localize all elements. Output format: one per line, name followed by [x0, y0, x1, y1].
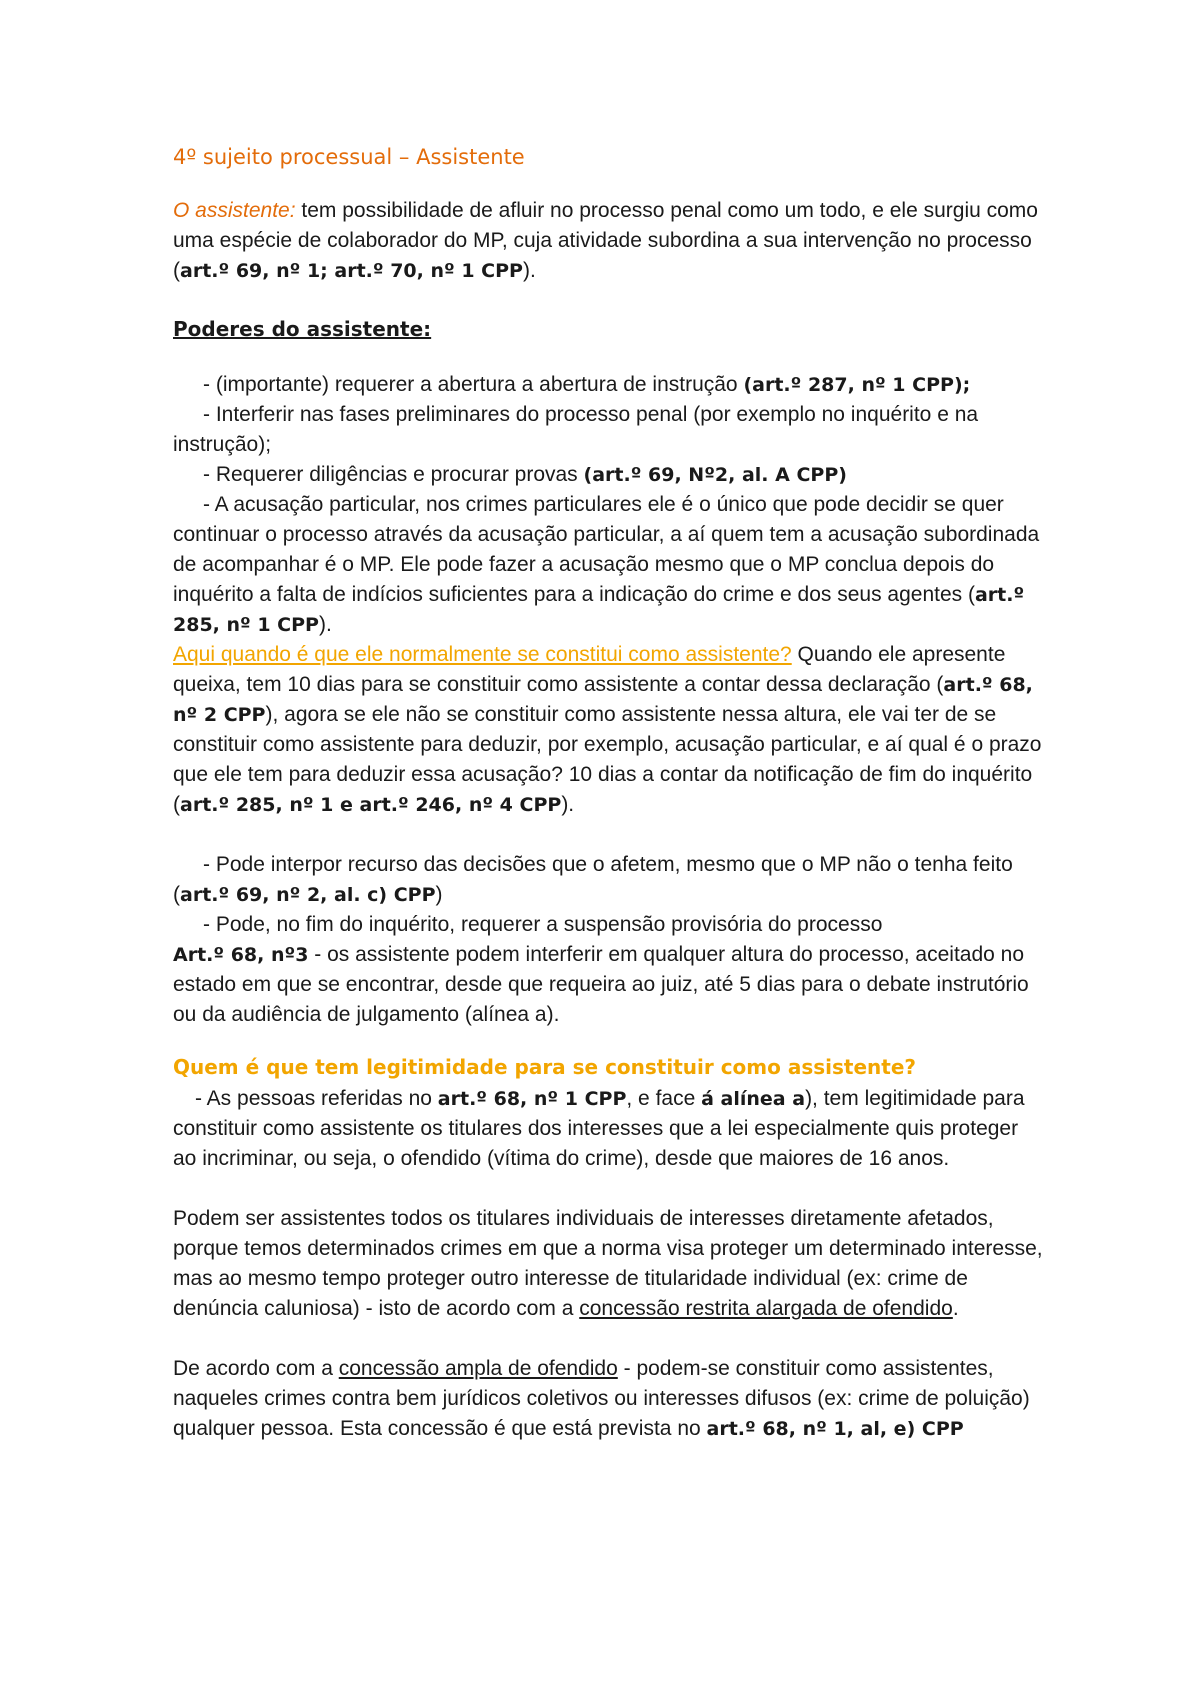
recurso-end: ) [435, 883, 443, 906]
poder-4-text: - A acusação particular, nos crimes particulares ele é o único que pode decidir se quer continuar o processo através da acusação particular, a aí quem tem a acusação subordinada de acompanhar é o MP. Ele pode fazer a acusação mesmo que o MP conclua depois do inquérito a falta de indícios suficientes para a indicação do crime e dos seus agentes ( [173, 493, 1040, 606]
recurso-ref: art.º 69, nº 2, al. c) CPP [180, 884, 436, 906]
recurso-item [173, 850, 1043, 910]
art68-paragraph [173, 940, 1043, 1030]
document-page [173, 138, 1043, 1444]
art68-text: - os assistente podem interferir em qualquer altura do processo, aceitado no estado em que se encontrar, desde que requeira ao juiz, até 5 dias para o debate instrutório ou da audiência de julgamento (alínea a). [173, 943, 1029, 1026]
poder-3-ref: (art.º 69, Nº2, al. A CPP) [583, 464, 847, 486]
podem-end: . [952, 1297, 959, 1320]
quem-ref-1: art.º 68, nº 1 CPP [437, 1088, 627, 1110]
aqui-paragraph [173, 640, 1043, 820]
suspensao-text: - Pode, no fim do inquérito, requerer a suspensão provisória do processo [203, 913, 883, 936]
aqui-question: Aqui quando é que ele normalmente se constitui como assistente? [173, 643, 792, 666]
aqui-text-1: Quando ele apresente queixa, tem 10 dias para se constituir como assistente a contar dessa declaração ( [173, 643, 1006, 696]
poder-item-1 [173, 370, 1043, 400]
poderes-title: Poderes do assistente: [173, 317, 432, 341]
quem-text-2: , e face [626, 1087, 702, 1110]
acordo-text-1: De acordo com a [173, 1357, 339, 1380]
acordo-text-2: - podem-se constituir como assistentes, naqueles crimes contra bem jurídicos coletivos ou interesses difusos (ex: crime de poluição) qualquer pessoa. Esta concessão é que está prevista no [173, 1357, 1030, 1440]
aqui-text-2: ), agora se ele não se constituir como assistente nessa altura, ele vai ter de se constituir como assistente para deduzir, por exemplo, acusação particular, e aí qual é o prazo que ele tem para deduzir essa acusação? 10 dias a contar da notificação de fim do inquérito ( [173, 703, 1042, 816]
quem-paragraph [173, 1084, 1043, 1174]
acordo-ref: art.º 68, nº 1, al, e) CPP [706, 1418, 964, 1440]
suspensao-item [173, 910, 1043, 940]
aqui-text-3: ). [561, 793, 575, 816]
poder-item-3 [173, 460, 1043, 490]
acordo-underline: concessão ampla de ofendido [338, 1357, 618, 1380]
intro-paragraph [173, 196, 1043, 286]
quem-ref-2: á alínea a [701, 1088, 806, 1110]
podem-paragraph [173, 1204, 1043, 1324]
poder-4-end: ). [318, 613, 332, 636]
podem-text: Podem ser assistentes todos os titulares individuais de interesses diretamente afetados, porque temos determinados crimes em que a norma visa proteger um determinado interesse, mas ao mesmo tempo proteger outro interesse de titularidade individual (ex: crime de denúncia caluniosa) - isto de acordo com a [173, 1207, 1043, 1320]
poder-1-text: - (importante) requerer a abertura a abertura de instrução [203, 373, 744, 396]
poder-item-4 [173, 490, 1043, 640]
intro-term: O assistente: [173, 199, 296, 222]
aqui-ref-1: art.º 68, nº 2 CPP [173, 674, 1033, 726]
art68-ref: Art.º 68, nº3 [173, 944, 309, 966]
podem-underline: concessão restrita alargada de ofendido [579, 1297, 953, 1320]
aqui-ref-2: art.º 285, nº 1 e art.º 246, nº 4 CPP [180, 794, 562, 816]
poder-1-ref: (art.º 287, nº 1 CPP); [743, 374, 971, 396]
doc-title: 4º sujeito processual – Assistente [173, 145, 525, 169]
acordo-paragraph [173, 1354, 1043, 1444]
quem-text-1: - As pessoas referidas no [195, 1087, 438, 1110]
recurso-text: - Pode interpor recurso das decisões que o afetem, mesmo que o MP não o tenha feito ( [173, 853, 1013, 906]
poder-3-text: - Requerer diligências e procurar provas [203, 463, 584, 486]
intro-text: tem possibilidade de afluir no processo penal como um todo, e ele surgiu como uma espécie de colaborador do MP, cuja atividade subordina a sua intervenção no processo ( [173, 199, 1038, 282]
intro-end: ). [522, 259, 536, 282]
poder-4-ref: art.º 285, nº 1 CPP [173, 584, 1025, 636]
intro-ref: art.º 69, nº 1; art.º 70, nº 1 CPP [180, 260, 523, 282]
poder-item-2 [173, 400, 1043, 460]
quem-text-3: ), tem legitimidade para constituir como assistente os titulares dos interesses que a lei especialmente quis proteger ao incriminar, ou seja, o ofendido (vítima do crime), desde que maiores de 16 anos. [173, 1087, 1025, 1170]
poder-2-text: - Interferir nas fases preliminares do processo penal (por exemplo no inquérito e na instrução); [173, 403, 979, 456]
quem-title: Quem é que tem legitimidade para se constituir como assistente? [173, 1055, 916, 1079]
